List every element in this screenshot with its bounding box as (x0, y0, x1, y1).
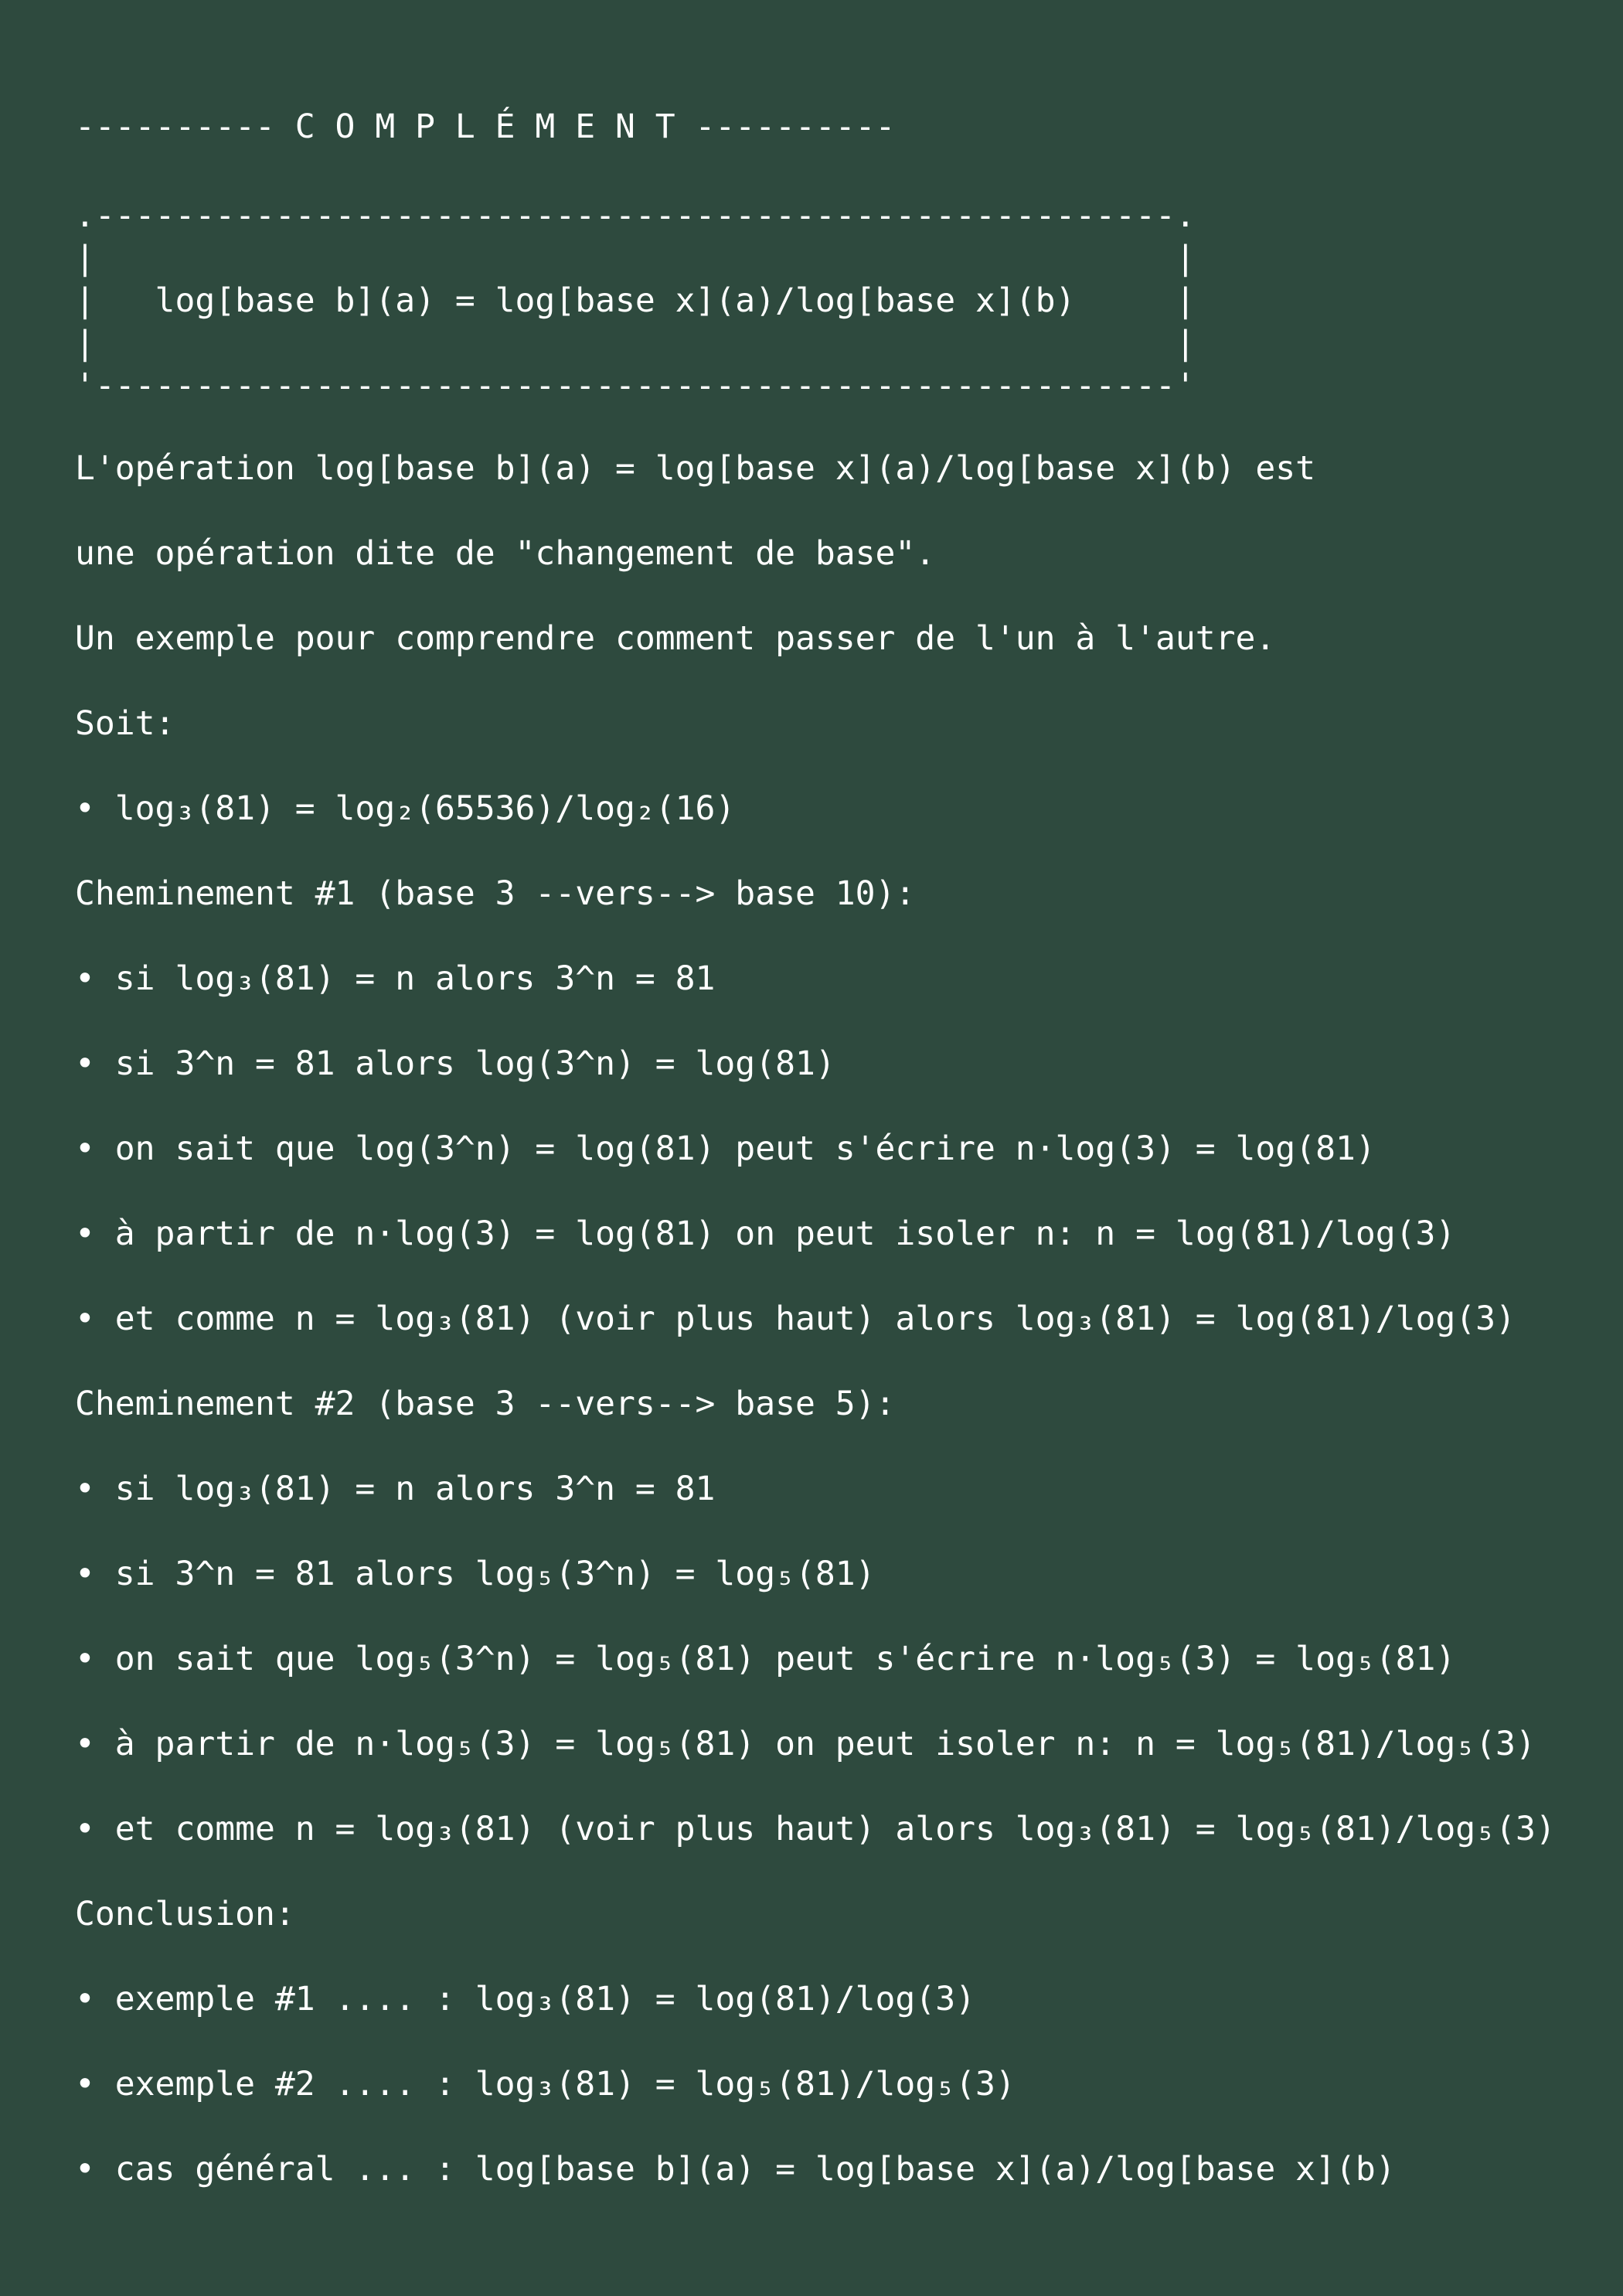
list-item: • si log₃(81) = n alors 3^n = 81 (75, 959, 716, 998)
list-item: • à partir de n·log₅(3) = log₅(81) on peut isoler n: n = log₅(81)/log₅(3) (75, 1725, 1536, 1763)
list-item: • on sait que log(3^n) = log(81) peut s'écrire n·log(3) = log(81) (75, 1129, 1376, 1168)
formula-box (75, 195, 1196, 407)
list-item: • cas général ... : log[base b](a) = log[base x](a)/log[base x](b) (75, 2150, 1396, 2189)
soit-item: • log₃(81) = log₂(65536)/log₂(16) (75, 789, 736, 828)
intro-line-1: L'opération log[base b](a) = log[base x](a)/log[base x](b) est (75, 449, 1316, 488)
list-item: • à partir de n·log(3) = log(81) on peut isoler n: n = log(81)/log(3) (75, 1214, 1456, 1253)
list-item: • exemple #2 .... : log₃(81) = log₅(81)/log₅(3) (75, 2065, 1016, 2104)
formula-box-empty-line: | | (75, 324, 1196, 363)
list-item: • si 3^n = 81 alors log(3^n) = log(81) (75, 1044, 835, 1083)
soit-label: Soit: (75, 704, 175, 743)
cheminement-1-title: Cheminement #1 (base 3 --vers--> base 10): (75, 874, 916, 913)
conclusion-title: Conclusion: (75, 1895, 295, 1933)
formula-box-formula: | log[base b](a) = log[base x](a)/log[base x](b) | (75, 281, 1196, 320)
cheminement-2-title: Cheminement #2 (base 3 --vers--> base 5): (75, 1385, 896, 1423)
formula-box-bottom-border: '------------------------------------------------------' (75, 366, 1196, 405)
section-title: ---------- C O M P L É M E N T ---------- (75, 107, 896, 146)
formula-box-top-border: .------------------------------------------------------. (75, 196, 1196, 235)
intro-line-2: une opération dite de "changement de base". (75, 534, 936, 573)
list-item: • et comme n = log₃(81) (voir plus haut) alors log₃(81) = log(81)/log(3) (75, 1300, 1516, 1338)
formula-box-empty-line: | | (75, 239, 1196, 278)
list-item: • si 3^n = 81 alors log₅(3^n) = log₅(81) (75, 1555, 876, 1593)
intro-line-3: Un exemple pour comprendre comment passer de l'un à l'autre. (75, 619, 1276, 658)
list-item: • si log₃(81) = n alors 3^n = 81 (75, 1470, 716, 1508)
list-item: • on sait que log₅(3^n) = log₅(81) peut s'écrire n·log₅(3) = log₅(81) (75, 1640, 1456, 1678)
list-item: • et comme n = log₃(81) (voir plus haut) alors log₃(81) = log₅(81)/log₅(3) (75, 1810, 1556, 1848)
list-item: • exemple #1 .... : log₃(81) = log(81)/log(3) (75, 1980, 975, 2018)
